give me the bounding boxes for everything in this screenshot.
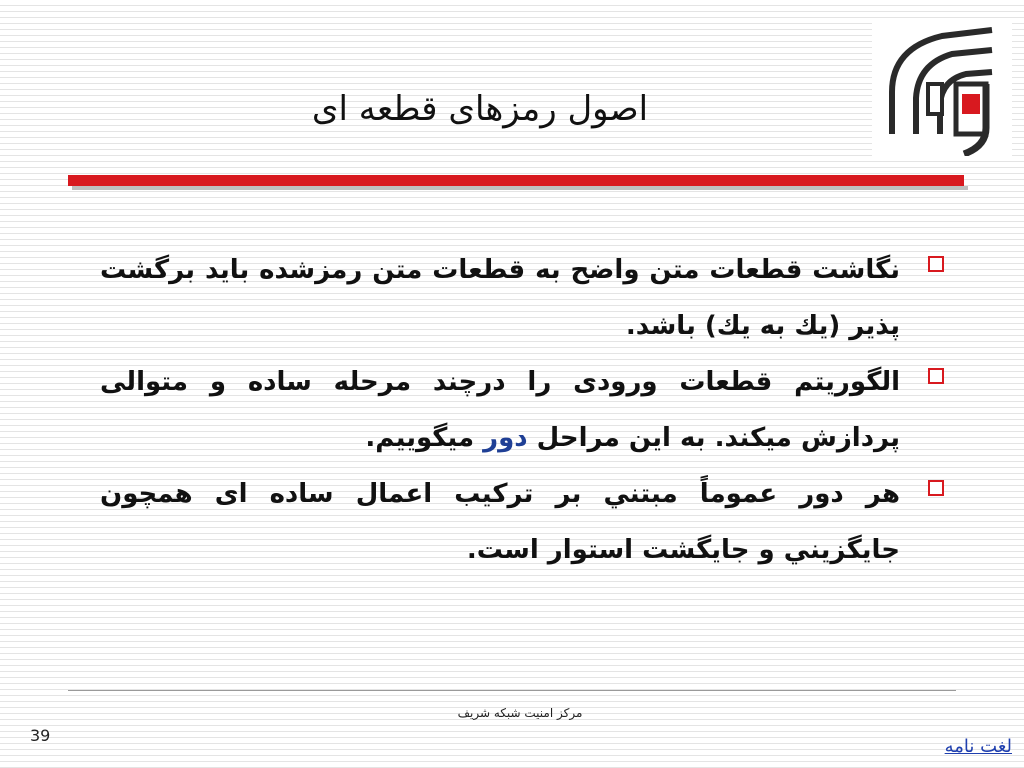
bullet-text-before: الگوريتم قطعات ورودی را درچند مرحله ساده و متوالی پردازش ميكند. به اين مراحل: [100, 367, 900, 453]
bullet-item: [100, 242, 950, 354]
page-number: 39: [30, 726, 51, 745]
highlighted-term: دور: [483, 423, 528, 453]
bullet-text: نگاشت قطعات متن واضح به قطعات متن رمزشده بايد برگشت پذير (يك به يك) باشد.: [100, 255, 900, 341]
square-bullet-icon: [928, 368, 944, 384]
bullet-item: [100, 466, 950, 578]
logo: [872, 22, 1012, 156]
square-bullet-icon: [928, 480, 944, 496]
glossary-link[interactable]: لغت نامه: [944, 736, 1012, 757]
square-bullet-icon: [928, 256, 944, 272]
bullet-item: [100, 354, 950, 466]
bullet-list: [100, 242, 950, 578]
bullet-text: هر دور عموماً مبتني بر تركيب اعمال ساده ای همچون جايگزيني و جايگشت استوار است.: [100, 479, 900, 565]
slide-title: اصول رمزهای قطعه ای: [311, 89, 649, 129]
bullet-text: [100, 367, 900, 453]
bullet-text-after: ميگوييم.: [365, 423, 484, 453]
title-divider-shadow: [72, 186, 968, 190]
footer-divider: [68, 690, 956, 691]
sharif-logo-icon: [880, 22, 1006, 156]
footer-text: مركز امنيت شبكه شريف: [457, 706, 583, 720]
title-divider: [68, 175, 964, 186]
